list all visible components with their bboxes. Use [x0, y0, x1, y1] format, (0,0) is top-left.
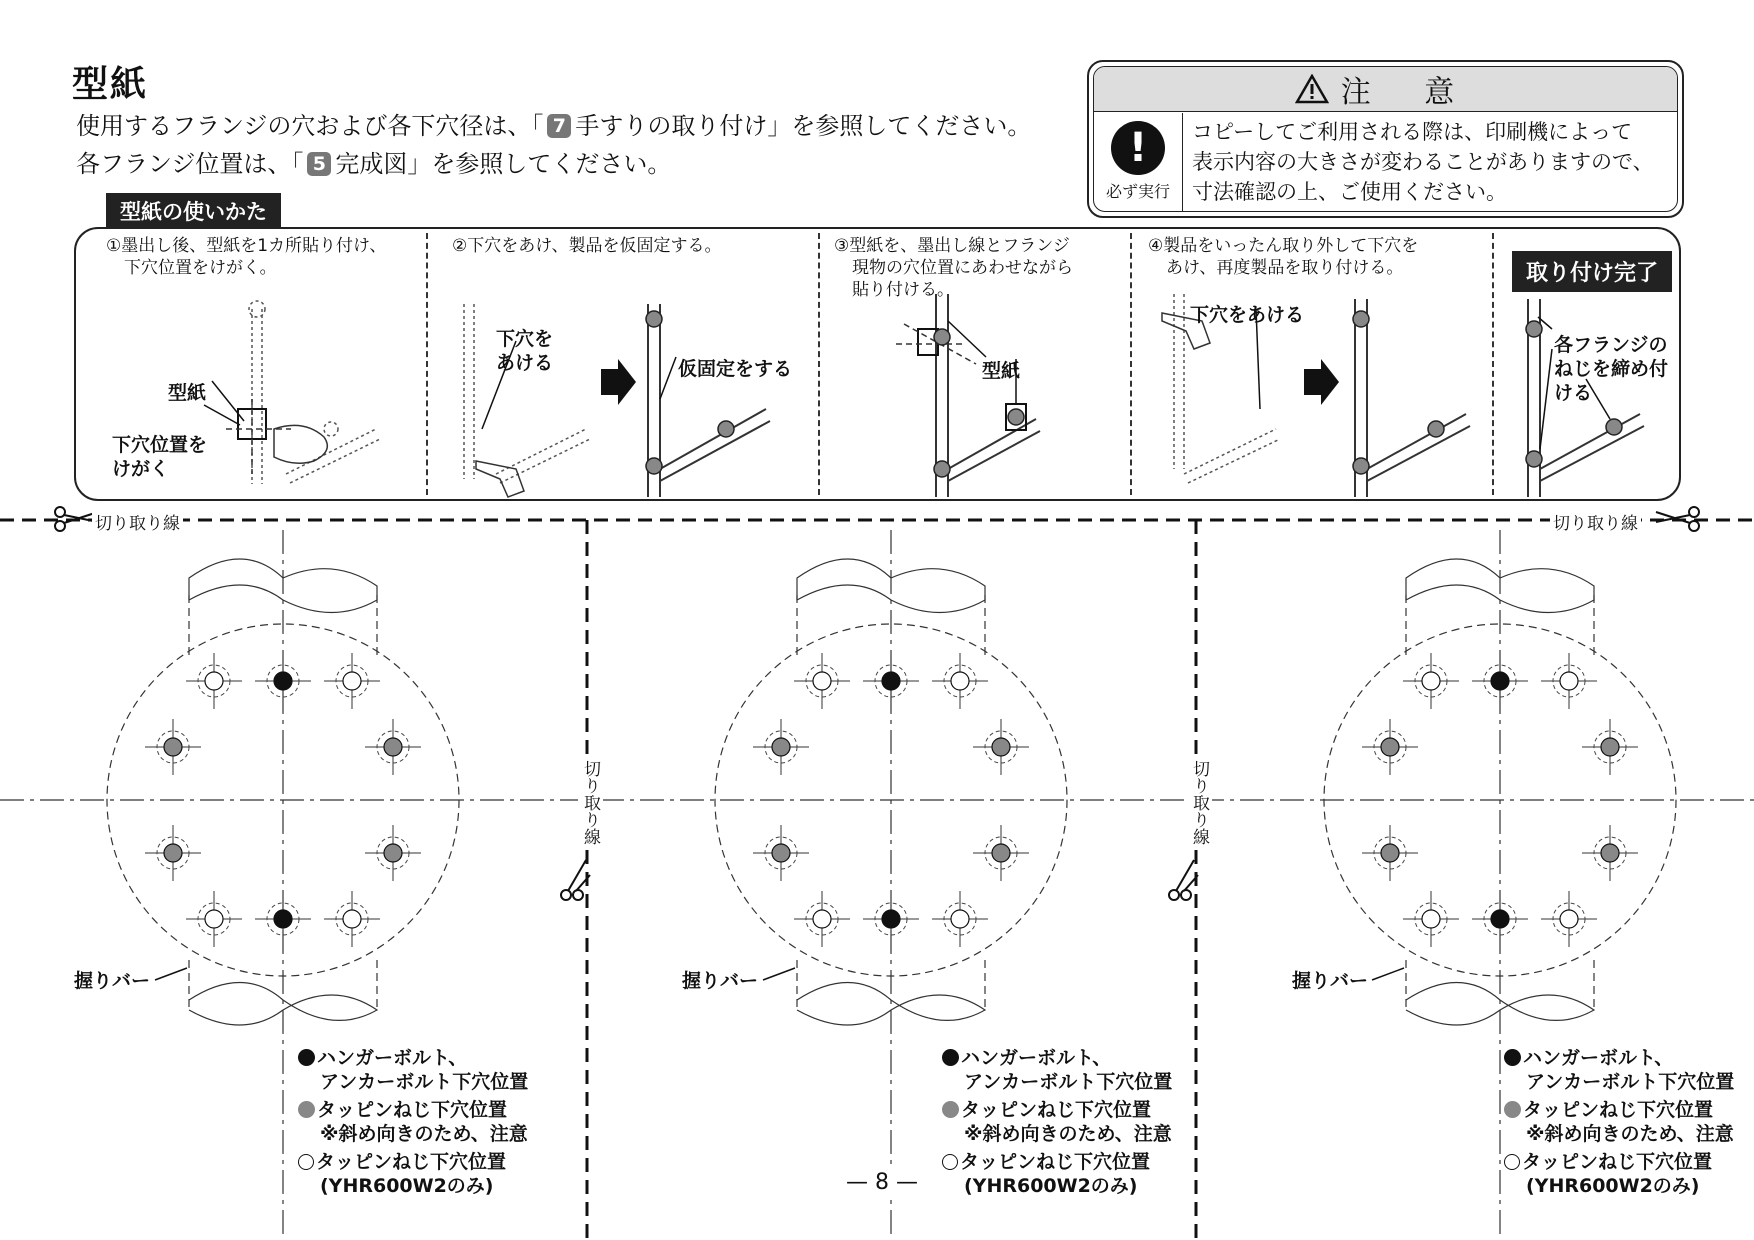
legend-text: タッピンねじ下穴位置	[961, 1099, 1152, 1121]
grip-bar-label: 握りバー	[1292, 970, 1369, 992]
tapping-w2-hole	[343, 672, 361, 690]
scissors-icon	[55, 521, 65, 531]
caution-title: 注 意	[1340, 75, 1477, 110]
scissors-icon	[1689, 507, 1699, 517]
legend-text: タッピンねじ下穴位置	[317, 1099, 508, 1121]
section-badge: 5	[307, 152, 331, 176]
label-temp-fix: 仮固定をする	[678, 358, 793, 380]
legend	[298, 1046, 528, 1198]
label-line: 下穴位置を	[112, 434, 208, 456]
tapping-w2-hole	[1422, 910, 1440, 928]
legend-text: タッピンねじ下穴位置	[316, 1151, 507, 1173]
hanger-bolt-hole	[882, 672, 900, 690]
legend	[1504, 1046, 1734, 1198]
hanger-bolt-hole	[1491, 672, 1509, 690]
page-title: 型紙	[72, 64, 149, 105]
grip-bar-label: 握りバー	[74, 970, 151, 992]
tapping-hole	[384, 844, 402, 862]
tapping-hole	[164, 738, 182, 756]
white-dot-icon	[1504, 1154, 1520, 1170]
tapping-hole	[772, 738, 790, 756]
tapping-hole	[992, 738, 1010, 756]
caution-line: 表示内容の大きさが変わることがありますので、	[1192, 150, 1654, 174]
step-text: あけ、再度製品を取り付ける。	[1166, 258, 1404, 278]
label-line: あける	[496, 352, 554, 374]
legend-text: (YHR600W2のみ)	[964, 1175, 1138, 1197]
intro-text: 完成図」を参照してください。	[335, 150, 672, 178]
usage-tab: 型紙の使いかた	[106, 193, 281, 229]
legend-text: (YHR600W2のみ)	[1526, 1175, 1700, 1197]
tapping-w2-hole	[951, 672, 969, 690]
scissors-icon	[1181, 890, 1191, 900]
intro-text: 各フランジ位置は、「	[76, 150, 304, 178]
legend-text: ハンガーボルト、	[1523, 1047, 1674, 1069]
legend-text: ※斜め向きのため、注意	[320, 1123, 528, 1145]
step-text: ④製品をいったん取り外して下穴を	[1148, 236, 1419, 256]
cut-line-label-vertical: 切り取り線	[1187, 760, 1212, 845]
step-text: 下穴位置をけがく。	[124, 258, 277, 278]
label-katagami: 型紙	[168, 382, 207, 404]
caution-line: 寸法確認の上、ご使用ください。	[1192, 180, 1507, 204]
hanger-bolt-hole	[882, 910, 900, 928]
hanger-bolt-hole	[1491, 910, 1509, 928]
scissors-icon	[573, 890, 583, 900]
tapping-hole	[1381, 844, 1399, 862]
grip-arrow-icon	[1372, 968, 1404, 980]
white-dot-icon	[298, 1154, 314, 1170]
intro-text: 使用するフランジの穴および各下穴径は、「	[76, 112, 544, 140]
tapping-hole	[164, 844, 182, 862]
tapping-w2-hole	[1560, 672, 1578, 690]
must-do-label: 必ず実行	[1105, 182, 1170, 201]
grip-arrow-icon	[155, 968, 187, 980]
label-line: けがく	[112, 458, 170, 480]
section-badge: 7	[547, 114, 571, 138]
cut-line-label: 切り取り線	[1550, 509, 1641, 534]
tapping-hole	[1601, 738, 1619, 756]
done-badge: 取り付け完了	[1512, 251, 1672, 292]
legend-text: ※斜め向きのため、注意	[964, 1123, 1172, 1145]
scissors-icon	[1689, 521, 1699, 531]
step-text: ③型紙を、墨出し線とフランジ	[834, 236, 1070, 256]
white-dot-icon	[942, 1154, 958, 1170]
page-number: — 8 —	[840, 1170, 924, 1195]
legend-text: ハンガーボルト、	[317, 1047, 468, 1069]
legend-text: ※斜め向きのため、注意	[1526, 1123, 1734, 1145]
grip-bar-label: 握りバー	[682, 970, 759, 992]
tapping-hole	[1381, 738, 1399, 756]
cut-line-label-vertical: 切り取り線	[578, 760, 603, 845]
tapping-hole	[384, 738, 402, 756]
step-text: 現物の穴位置にあわせながら	[852, 258, 1073, 278]
caution-line: コピーしてご利用される際は、印刷機によって	[1192, 120, 1633, 144]
tapping-hole	[772, 844, 790, 862]
gray-dot-icon	[1504, 1101, 1521, 1118]
tapping-w2-hole	[813, 910, 831, 928]
tapping-w2-hole	[1422, 672, 1440, 690]
tapping-w2-hole	[343, 910, 361, 928]
label-line: ける	[1554, 382, 1593, 404]
black-dot-icon	[942, 1049, 959, 1066]
intro-text: 手すりの取り付け」を参照してください。	[575, 112, 1032, 140]
legend-text: アンカーボルト下穴位置	[320, 1071, 529, 1093]
gray-dot-icon	[298, 1101, 315, 1118]
tapping-w2-hole	[205, 672, 223, 690]
step-text: ①墨出し後、型紙を1カ所貼り付け、	[106, 236, 387, 256]
scissors-icon	[1169, 890, 1179, 900]
black-dot-icon	[298, 1049, 315, 1066]
scissors-icon	[55, 507, 1699, 900]
label-line: 各フランジの	[1554, 334, 1668, 356]
scissors-icon	[561, 890, 571, 900]
label-line: ねじを締め付	[1554, 358, 1669, 380]
black-dot-icon	[1504, 1049, 1521, 1066]
tapping-w2-hole	[951, 910, 969, 928]
label-drill-2: 下穴をあける	[1190, 304, 1305, 326]
hanger-bolt-hole	[274, 910, 292, 928]
legend-text: タッピンねじ下穴位置	[1523, 1099, 1714, 1121]
legend-text: タッピンねじ下穴位置	[960, 1151, 1151, 1173]
legend	[942, 1046, 1172, 1198]
legend-text: アンカーボルト下穴位置	[1526, 1071, 1735, 1093]
hanger-bolt-hole	[274, 672, 292, 690]
tapping-hole	[1601, 844, 1619, 862]
tapping-w2-hole	[1560, 910, 1578, 928]
scissors-icon	[55, 507, 65, 517]
legend-text: (YHR600W2のみ)	[320, 1175, 494, 1197]
gray-dot-icon	[942, 1101, 959, 1118]
step-text: ②下穴をあけ、製品を仮固定する。	[452, 236, 722, 256]
label-line: 下穴を	[496, 328, 554, 350]
step-text: 貼り付ける。	[852, 280, 954, 300]
label-katagami-2: 型紙	[982, 360, 1021, 382]
legend-text: ハンガーボルト、	[961, 1047, 1112, 1069]
tapping-w2-hole	[813, 672, 831, 690]
cut-line-label: 切り取り線	[92, 509, 183, 534]
tapping-w2-hole	[205, 910, 223, 928]
tapping-hole	[992, 844, 1010, 862]
legend-text: タッピンねじ下穴位置	[1522, 1151, 1713, 1173]
grip-arrow-icon	[763, 968, 795, 980]
legend-text: アンカーボルト下穴位置	[964, 1071, 1173, 1093]
exclamation-icon: !	[1111, 121, 1165, 175]
